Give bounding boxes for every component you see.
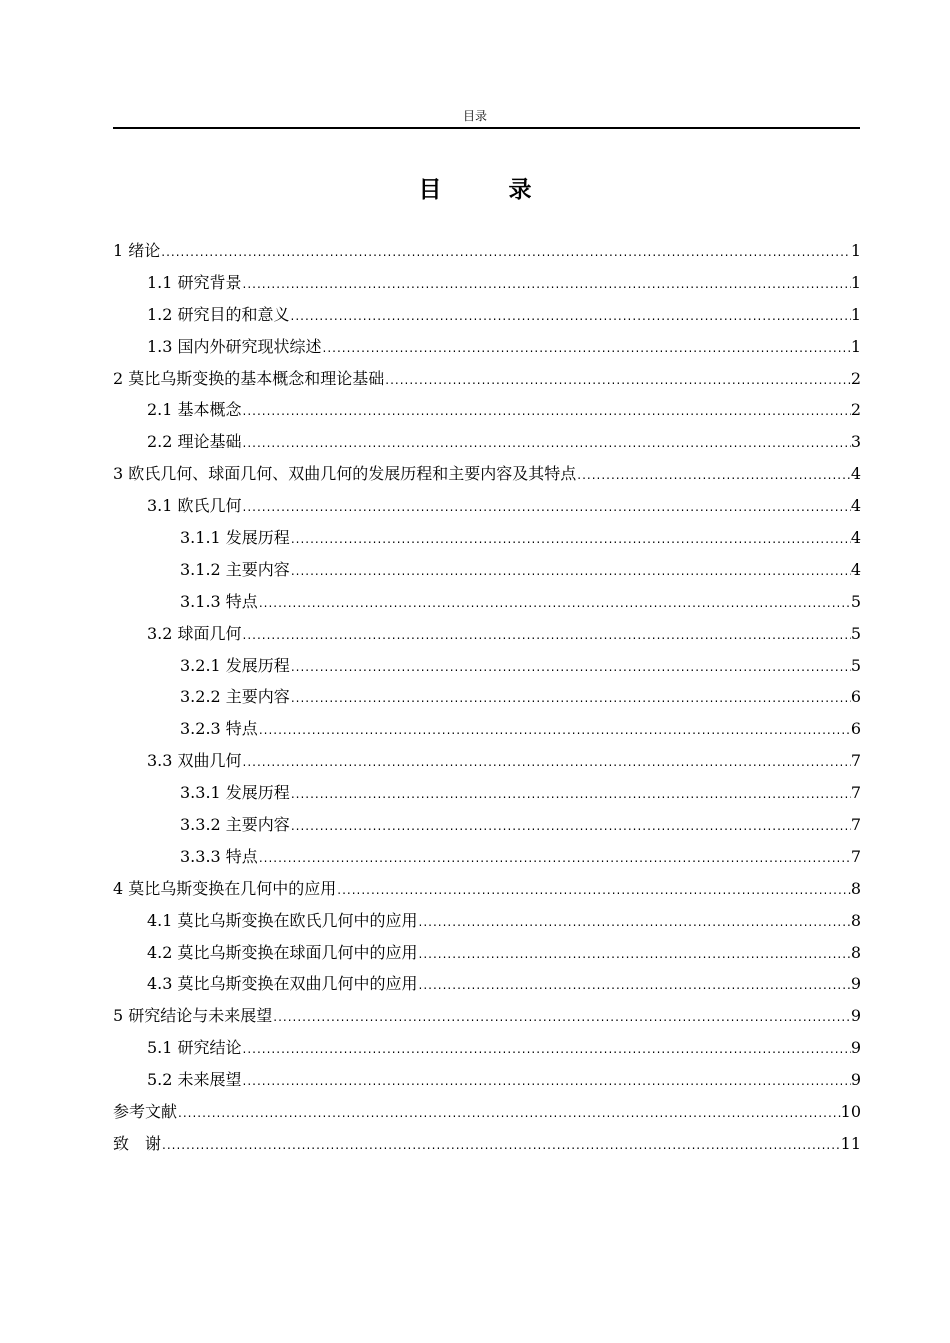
toc-entry-title: 1.3 国内外研究现状综述 xyxy=(147,336,322,356)
dot-leader xyxy=(418,970,851,1002)
toc-entry-page-number: 9 xyxy=(850,974,861,994)
dot-leader xyxy=(242,1066,851,1098)
toc-entry[interactable] xyxy=(113,745,861,777)
toc-entry[interactable] xyxy=(113,458,861,490)
toc-entry[interactable] xyxy=(113,777,861,809)
toc-entry[interactable] xyxy=(113,394,861,426)
dot-leader xyxy=(242,620,851,652)
toc-entry-page-number: 7 xyxy=(850,751,861,771)
dot-leader xyxy=(258,843,851,875)
toc-entry-page-number: 9 xyxy=(850,1006,861,1026)
dot-leader xyxy=(322,333,851,365)
toc-entry[interactable] xyxy=(113,1096,861,1128)
table-of-contents xyxy=(113,235,861,1160)
toc-entry-page-number: 8 xyxy=(850,942,861,962)
dot-leader xyxy=(418,939,851,971)
dot-leader xyxy=(384,365,851,397)
toc-entry-title: 3 欧氏几何、球面几何、双曲几何的发展历程和主要内容及其特点 xyxy=(113,464,577,484)
toc-entry-title: 参考文献 xyxy=(113,1102,178,1122)
dot-leader xyxy=(242,747,851,779)
toc-entry[interactable] xyxy=(113,267,861,299)
dot-leader xyxy=(242,1034,851,1066)
toc-entry-page-number: 1 xyxy=(850,304,861,324)
toc-entry-page-number: 2 xyxy=(850,400,861,420)
dot-leader xyxy=(418,907,851,939)
toc-entry[interactable] xyxy=(113,490,861,522)
toc-entry-title: 1 绪论 xyxy=(113,241,161,260)
dot-leader xyxy=(160,237,851,269)
dot-leader xyxy=(290,652,851,684)
toc-entry-title: 3.3.1 发展历程 xyxy=(180,783,290,803)
toc-entry-page-number: 8 xyxy=(850,878,861,898)
toc-entry-title: 3.3.2 主要内容 xyxy=(180,815,290,835)
toc-entry-page-number: 8 xyxy=(850,910,861,930)
dot-leader xyxy=(161,1130,841,1162)
toc-entry[interactable] xyxy=(113,235,861,267)
toc-entry[interactable] xyxy=(113,1064,861,1096)
dot-leader xyxy=(242,396,851,428)
toc-entry-title: 1.1 研究背景 xyxy=(147,272,242,292)
toc-entry-page-number: 1 xyxy=(850,336,861,356)
toc-entry-page-number: 2 xyxy=(850,368,861,388)
toc-entry-page-number: 9 xyxy=(850,1038,861,1058)
dot-leader xyxy=(576,460,851,492)
toc-entry-page-number: 4 xyxy=(850,528,861,548)
dot-leader xyxy=(290,683,851,715)
dot-leader xyxy=(290,779,851,811)
toc-entry-page-number: 11 xyxy=(840,1133,861,1153)
toc-entry-title: 4.3 莫比乌斯变换在双曲几何中的应用 xyxy=(147,974,418,994)
toc-entry-page-number: 3 xyxy=(850,432,861,452)
dot-leader xyxy=(272,1002,851,1034)
running-header: 目录 xyxy=(462,109,487,123)
toc-entry-title: 3.2.1 发展历程 xyxy=(180,655,290,675)
toc-entry-title: 3.2.3 特点 xyxy=(180,719,258,739)
dot-leader xyxy=(290,524,851,556)
toc-entry-page-number: 5 xyxy=(850,623,861,643)
toc-entry[interactable] xyxy=(113,713,861,745)
toc-entry-title: 3.1.2 主要内容 xyxy=(180,559,290,579)
toc-entry[interactable] xyxy=(113,522,861,554)
toc-entry-page-number: 4 xyxy=(850,496,861,516)
dot-leader xyxy=(258,715,851,747)
toc-entry-page-number: 1 xyxy=(850,241,861,260)
dot-leader xyxy=(290,556,851,588)
toc-entry-page-number: 1 xyxy=(850,272,861,292)
dot-leader xyxy=(336,875,851,907)
toc-entry-title: 2 莫比乌斯变换的基本概念和理论基础 xyxy=(113,368,385,388)
toc-entry-title: 3.1.1 发展历程 xyxy=(180,528,290,548)
toc-entry-page-number: 7 xyxy=(850,846,861,866)
toc-entry[interactable] xyxy=(113,905,861,937)
dot-leader xyxy=(242,428,851,460)
toc-entry-title: 5.2 未来展望 xyxy=(147,1070,242,1090)
toc-entry[interactable] xyxy=(113,809,861,841)
toc-entry-page-number: 4 xyxy=(850,559,861,579)
toc-entry[interactable] xyxy=(113,618,861,650)
toc-entry[interactable] xyxy=(113,937,861,969)
toc-entry-page-number: 4 xyxy=(850,464,861,484)
dot-leader xyxy=(177,1098,841,1130)
toc-entry-title: 3.1.3 特点 xyxy=(180,591,258,611)
toc-entry[interactable] xyxy=(113,968,861,1000)
dot-leader xyxy=(242,269,851,301)
toc-entry[interactable] xyxy=(113,841,861,873)
toc-entry[interactable] xyxy=(113,873,861,905)
toc-entry-page-number: 5 xyxy=(850,655,861,675)
toc-entry-page-number: 9 xyxy=(850,1070,861,1090)
toc-entry[interactable] xyxy=(113,426,861,458)
toc-entry[interactable] xyxy=(113,1032,861,1064)
toc-entry[interactable] xyxy=(113,554,861,586)
toc-entry[interactable] xyxy=(113,586,861,618)
toc-entry-page-number: 7 xyxy=(850,815,861,835)
toc-entry-title: 4.2 莫比乌斯变换在球面几何中的应用 xyxy=(147,942,418,962)
toc-entry-title: 4.1 莫比乌斯变换在欧氏几何中的应用 xyxy=(147,910,418,930)
toc-entry-title: 4 莫比乌斯变换在几何中的应用 xyxy=(113,878,337,898)
toc-entry[interactable] xyxy=(113,1128,861,1160)
toc-entry-title: 3.3 双曲几何 xyxy=(147,751,242,771)
toc-entry-title: 5 研究结论与未来展望 xyxy=(113,1006,273,1026)
toc-entry-title: 5.1 研究结论 xyxy=(147,1038,242,1058)
toc-entry-page-number: 5 xyxy=(850,591,861,611)
dot-leader xyxy=(258,588,851,620)
header-rule xyxy=(113,127,860,129)
toc-entry-title: 3.3.3 特点 xyxy=(180,846,258,866)
dot-leader xyxy=(242,492,851,524)
toc-entry-title: 2.1 基本概念 xyxy=(147,400,242,420)
toc-entry[interactable] xyxy=(113,331,861,363)
toc-entry-page-number: 6 xyxy=(850,719,861,739)
toc-entry-page-number: 6 xyxy=(850,687,861,707)
toc-entry-title: 致 谢 xyxy=(113,1133,162,1153)
toc-entry-title: 3.2 球面几何 xyxy=(147,623,242,643)
dot-leader xyxy=(290,811,851,843)
dot-leader xyxy=(290,301,851,333)
toc-entry-title: 1.2 研究目的和意义 xyxy=(147,304,290,324)
toc-entry[interactable] xyxy=(113,681,861,713)
toc-entry[interactable] xyxy=(113,650,861,682)
toc-entry-page-number: 7 xyxy=(850,783,861,803)
toc-entry[interactable] xyxy=(113,363,861,395)
toc-entry[interactable] xyxy=(113,299,861,331)
toc-entry-title: 3.1 欧氏几何 xyxy=(147,496,242,516)
toc-title: 目 录 xyxy=(418,177,554,203)
toc-entry-title: 3.2.2 主要内容 xyxy=(180,687,290,707)
toc-entry[interactable] xyxy=(113,1000,861,1032)
toc-entry-title: 2.2 理论基础 xyxy=(147,432,242,452)
toc-entry-page-number: 10 xyxy=(840,1102,861,1122)
